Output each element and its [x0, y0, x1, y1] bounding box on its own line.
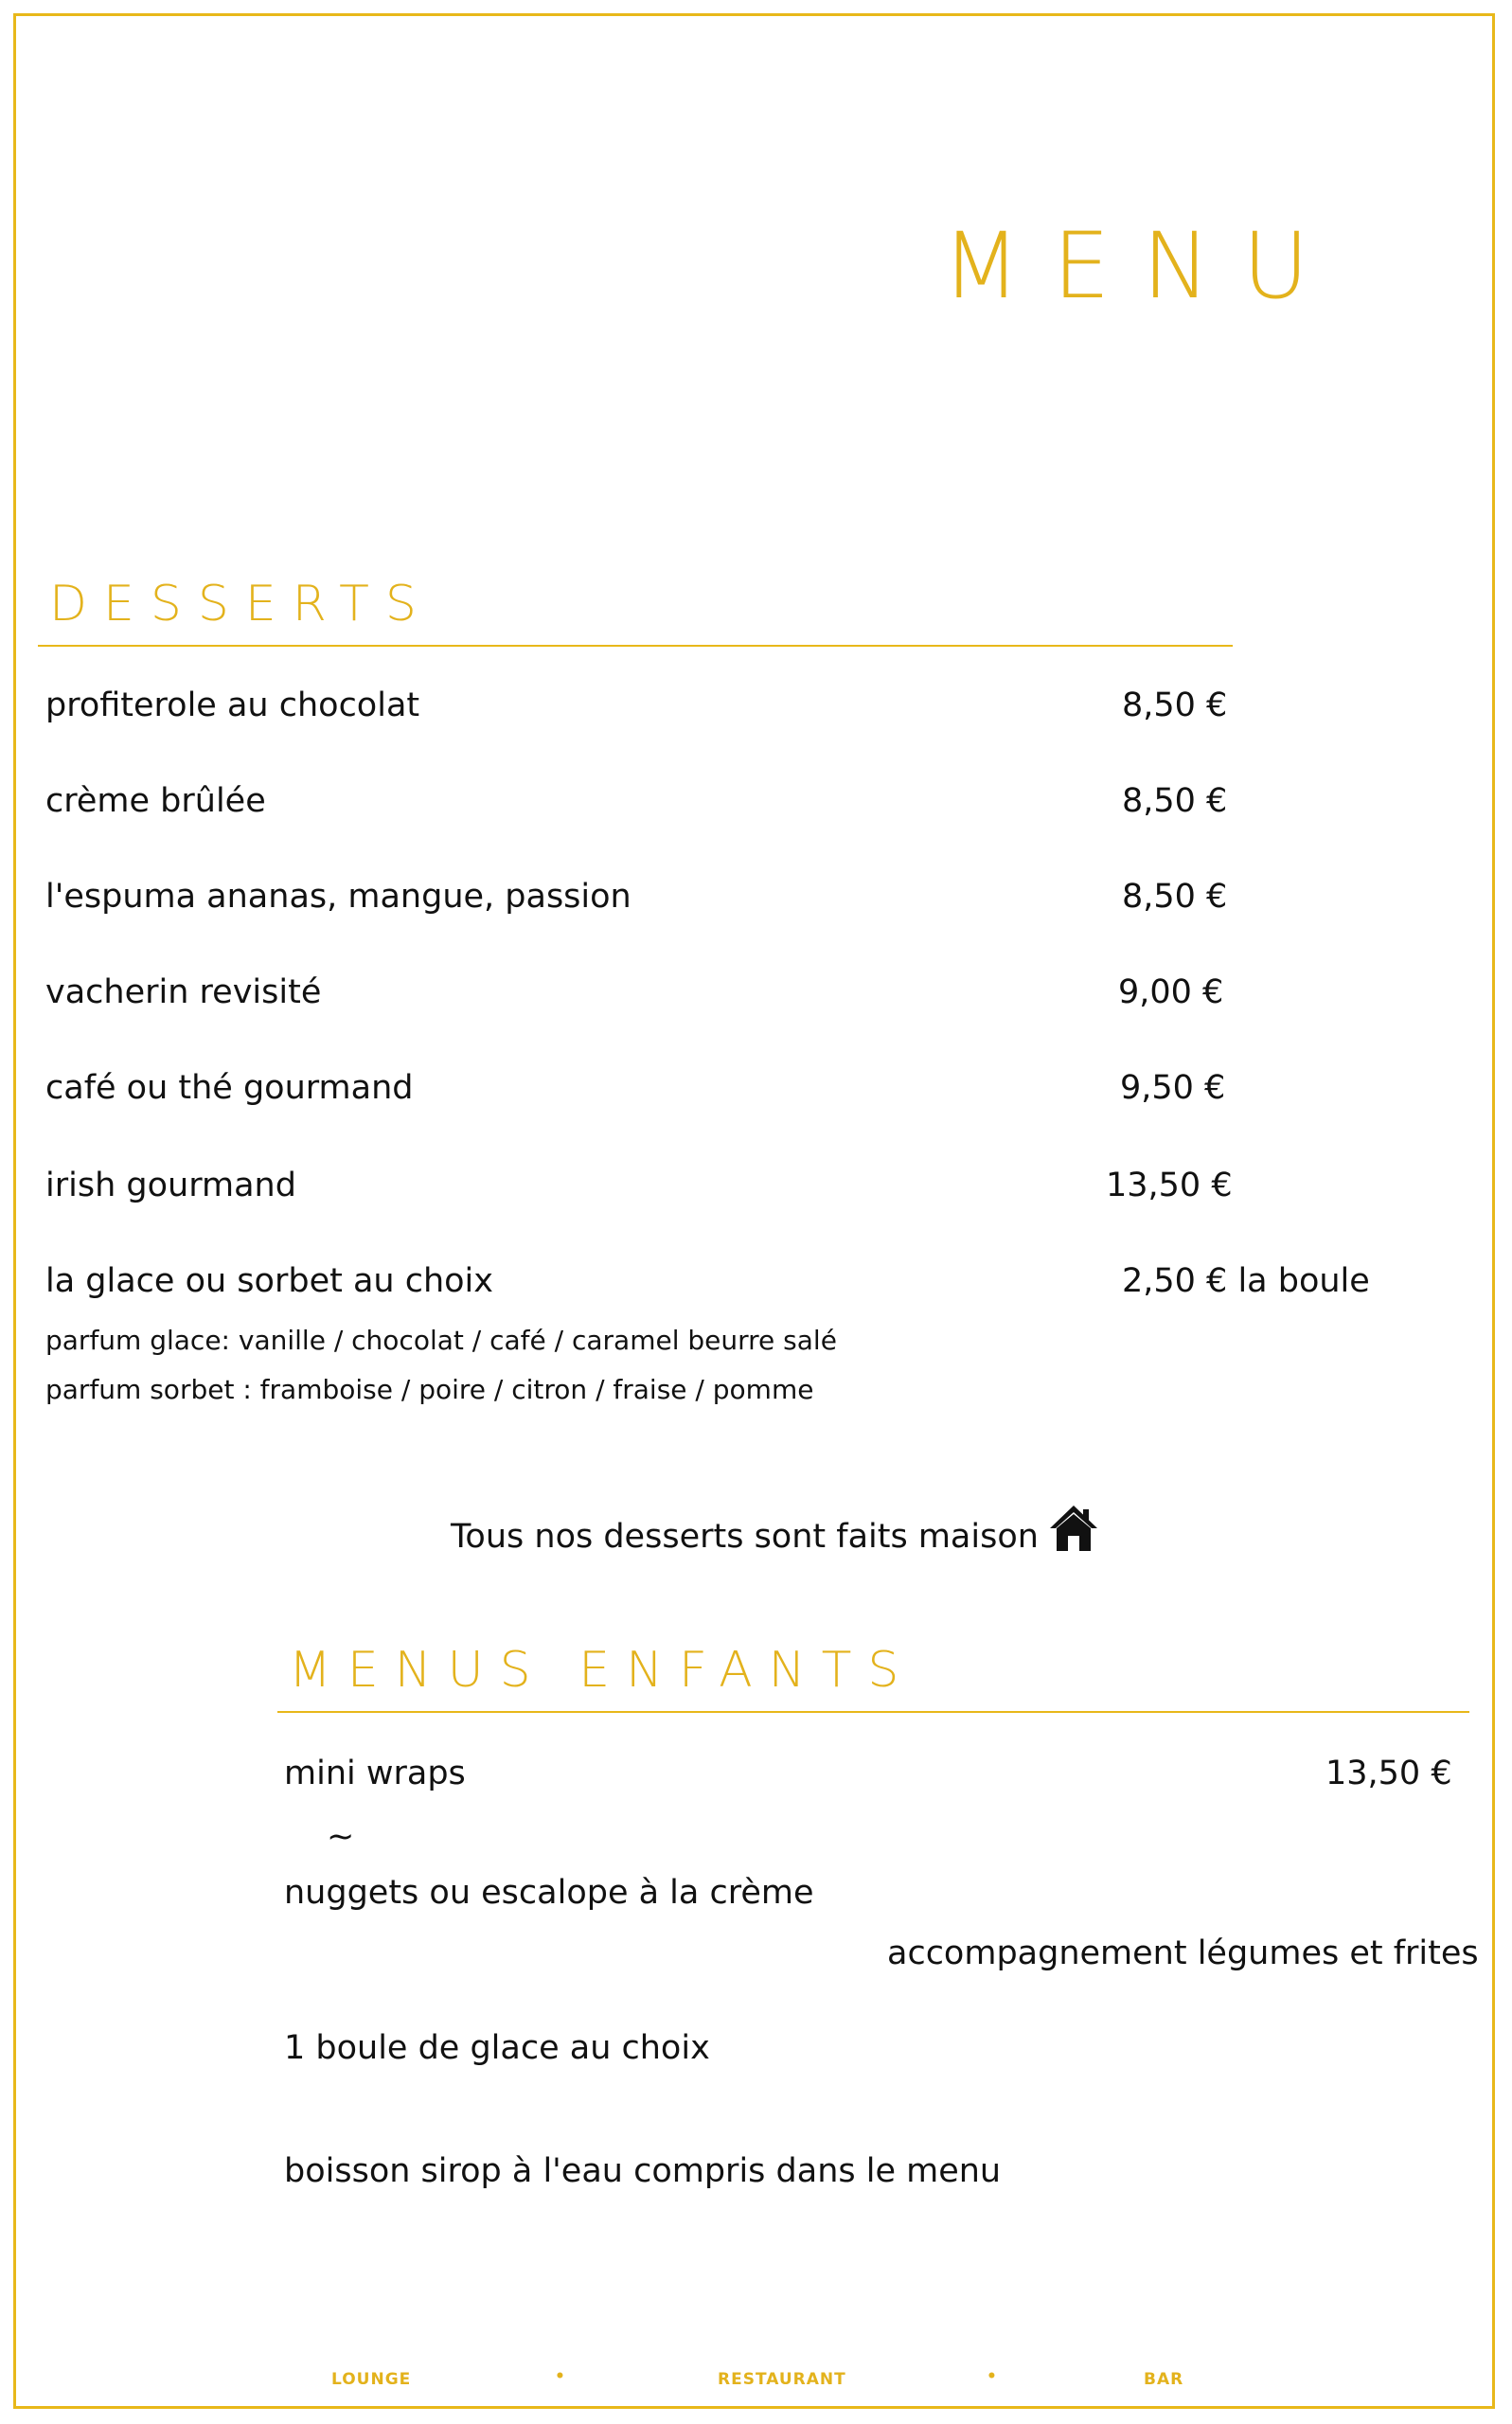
footer-lounge: LOUNGE: [331, 2370, 412, 2389]
dessert-item-name: irish gourmand: [45, 1167, 296, 1204]
dessert-item-price: 8,50 €: [1122, 878, 1228, 916]
kids-drink: boisson sirop à l'eau compris dans le menu: [284, 2152, 1002, 2190]
menu-title: MENU: [942, 213, 1342, 319]
kids-separator: ~: [327, 1818, 355, 1856]
kids-menu-title: MENUS ENFANTS: [289, 1642, 916, 1699]
dessert-item-name: crème brûlée: [45, 782, 266, 820]
dessert-item-price: 8,50 €: [1122, 782, 1228, 820]
dessert-item-price: 9,50 €: [1120, 1069, 1226, 1107]
dessert-item-name: vacherin revisité: [45, 973, 322, 1011]
house-icon: [1048, 1504, 1099, 1561]
kids-side: accompagnement légumes et frites: [887, 1934, 1479, 1972]
kids-main-item: mini wraps: [284, 1755, 466, 1792]
dessert-item-price: 8,50 €: [1122, 686, 1228, 724]
glace-flavors: parfum glace: vanille / chocolat / café / caramel beurre salé: [45, 1325, 837, 1356]
footer-separator: •: [555, 2367, 566, 2386]
dessert-item-name: café ou thé gourmand: [45, 1069, 414, 1107]
footer-restaurant: RESTAURANT: [718, 2370, 846, 2389]
sorbet-flavors: parfum sorbet : framboise / poire / citron / fraise / pomme: [45, 1374, 814, 1405]
homemade-note: Tous nos desserts sont faits maison: [451, 1518, 1039, 1556]
dessert-item-price: 2,50 € la boule: [1122, 1262, 1370, 1300]
dessert-item-price: 13,50 €: [1106, 1167, 1233, 1204]
menu-frame: [13, 13, 1495, 2409]
dessert-item-name: l'espuma ananas, mangue, passion: [45, 878, 631, 916]
desserts-divider: [38, 645, 1233, 647]
kids-dessert: 1 boule de glace au choix: [284, 2029, 710, 2067]
dessert-item-name: profiterole au chocolat: [45, 686, 420, 724]
kids-alternative: nuggets ou escalope à la crème: [284, 1874, 814, 1912]
kids-menu-divider: [277, 1711, 1469, 1713]
footer-separator: •: [987, 2367, 998, 2386]
dessert-item-price: 9,00 €: [1118, 973, 1224, 1011]
homemade-note-row: [451, 1504, 1099, 1561]
dessert-item-name: la glace ou sorbet au choix: [45, 1262, 493, 1300]
desserts-title: DESSERTS: [49, 576, 433, 633]
kids-menu-price: 13,50 €: [1325, 1755, 1452, 1792]
footer-bar: BAR: [1144, 2370, 1184, 2389]
